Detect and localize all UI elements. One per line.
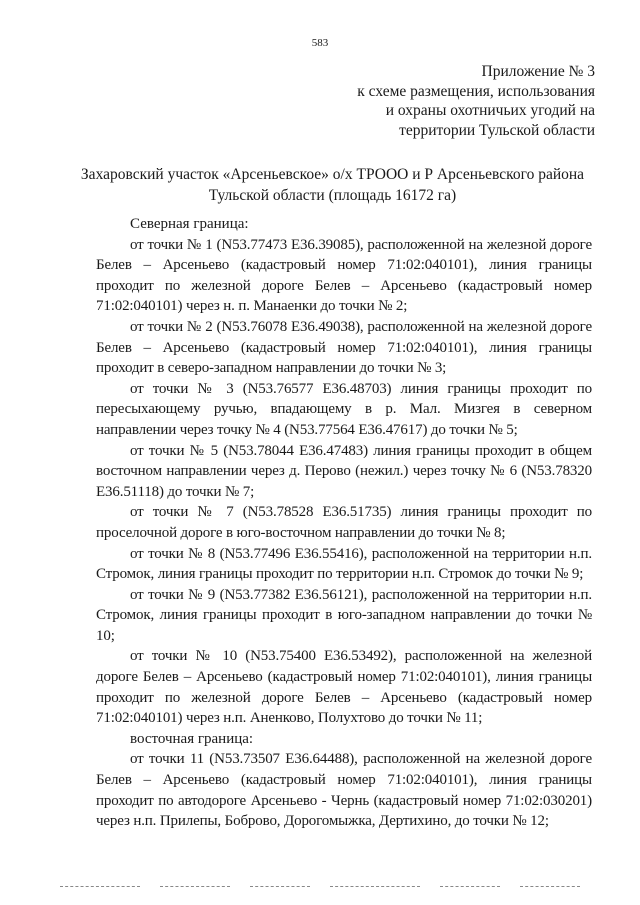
boundary-paragraph: от точки № 5 (N53.78044 E36.47483) линия границы проходит в общем восточном направлении через д. Перово (нежил.) через точку № 6 (N53.78320 E36.51118) до точки № 7; xyxy=(96,442,592,500)
scan-mark xyxy=(160,886,230,888)
appendix-line: Приложение № 3 xyxy=(481,63,595,80)
scan-mark xyxy=(520,886,580,888)
page-number: 583 xyxy=(311,37,329,49)
boundary-paragraph: от точки № 3 (N53.76577 E36.48703) линия границы проходит по пересыхающему ручью, впадающему в р. Мал. Мизгея в северном направлении через точку № 4 (N53.77564 E36.47617) до точки № 5; xyxy=(96,380,592,438)
scan-mark xyxy=(440,886,500,888)
scan-artifact-marks xyxy=(60,886,580,890)
appendix-line: к схеме размещения, использования xyxy=(357,82,595,100)
boundary-paragraph: от точки № 10 (N53.75400 E36.53492), расположенной на железной дороге Белев – Арсеньево (кадастровый номер 71:02:040101), линия границы проходит по железной дороге Белев – Арсеньево (кадастровый номер 71:02:040101) через н.п. Аненково, Полухтово до точки № 11; xyxy=(96,648,592,727)
document-body xyxy=(96,214,592,832)
document-title: Захаровский участок «Арсеньевское» о/х ТРООО и Р Арсеньевского района Тульской области (площадь 16172 га) xyxy=(80,166,585,204)
scan-mark xyxy=(250,886,310,888)
boundary-paragraph: от точки № 9 (N53.77382 E36.56121), расположенной на территории н.п. Стромок, линия границы проходит в юго-западном направлении до точки № 10; xyxy=(96,586,592,644)
scan-mark xyxy=(330,886,420,888)
boundary-paragraph: от точки № 1 (N53.77473 E36.39085), расположенной на железной дороге Белев – Арсеньево (кадастровый номер 71:02:040101), линия границы проходит по железной дороге Белев – Арсеньево (кадастровый номер 71:02:040101) через н. п. Манаенки до точки № 2; xyxy=(96,236,592,315)
boundary-paragraph: от точки № 8 (N53.77496 E36.55416), расположенной на территории н.п. Стромок, линия границы проходит по территории н.п. Стромок до точки № 9; xyxy=(96,545,592,583)
appendix-line: и охраны охотничьих угодий на xyxy=(385,102,595,119)
appendix-block xyxy=(340,62,595,140)
scan-mark xyxy=(60,886,140,888)
section-heading: Северная граница: xyxy=(130,216,249,232)
boundary-paragraph: от точки № 7 (N53.78528 E36.51735) линия границы проходит по проселочной дороге в юго-восточном направлении до точки № 8; xyxy=(96,504,592,541)
appendix-line: территории Тульской области xyxy=(399,121,595,139)
section-heading: восточная граница: xyxy=(130,730,254,747)
boundary-paragraph: от точки 11 (N53.73507 E36.64488), расположенной на железной дороге Белев – Арсеньево (кадастровый номер 71:02:040101), линия границы проходит по автодороге Арсеньево - Чернь (кадастровый номер 71:02:030201) через н.п. Прилепы, Боброво, Дорогомыжка, Дертихино, до точки № 12; xyxy=(96,751,592,830)
boundary-paragraph: от точки № 2 (N53.76078 E36.49038), расположенной на железной дороге Белев – Арсеньево (кадастровый номер 71:02:040101), линия границы проходит в северо-западном направлении до точки № 3; xyxy=(96,318,592,377)
